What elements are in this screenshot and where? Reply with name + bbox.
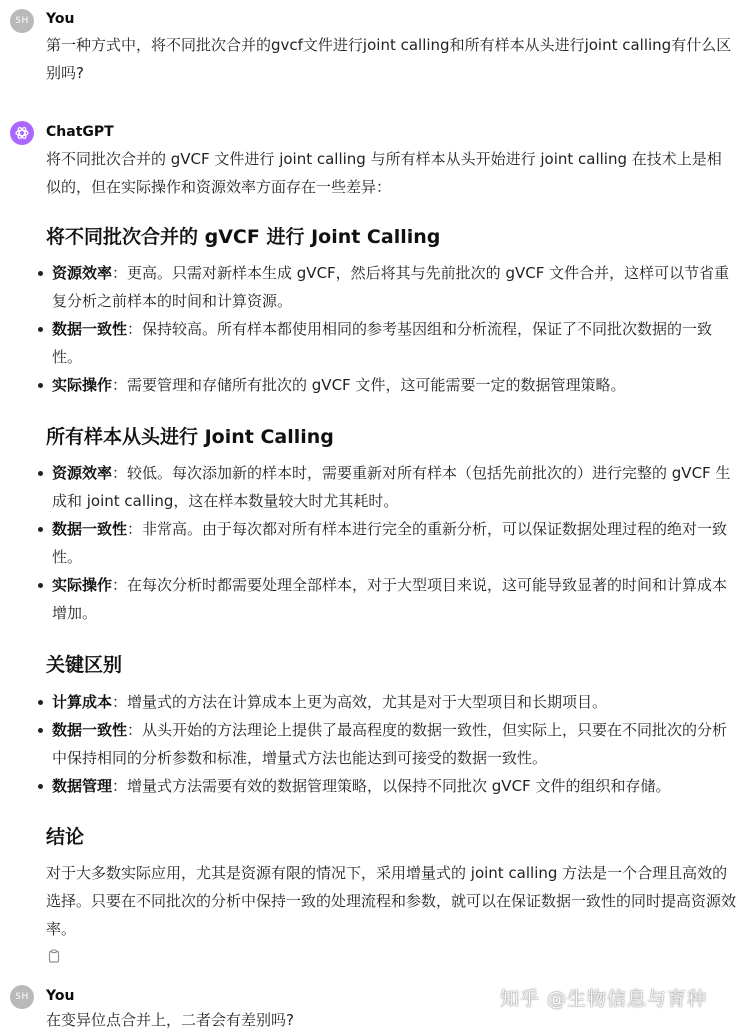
- list-item: 计算成本：增量式的方法在计算成本上更为高效，尤其是对于大型项目和长期项目。: [28, 688, 734, 716]
- list-item: 数据一致性：从头开始的方法理论上提供了最高程度的数据一致性，但实际上，只要在不同批次的分析中保持相同的分析参数和标准，增量式方法也能达到可接受的数据一致性。: [28, 716, 734, 772]
- list-item: 资源效率：较低。每次添加新的样本时，需要重新对所有样本（包括先前批次的）进行完整的 gVCF 生成和 joint calling，这在样本数量较大时尤其耗时。: [28, 459, 734, 515]
- user-message-text: 第一种方式中，将不同批次合并的gvcf文件进行joint calling和所有样本从头进行joint calling有什么区别吗?: [46, 36, 732, 82]
- bullet-dot: [38, 784, 43, 789]
- bullet-dot: [38, 327, 43, 332]
- assistant-intro: 将不同批次合并的 gVCF 文件进行 joint calling 与所有样本从头开始进行 joint calling 在技术上是相似的，但在实际操作和资源效率方面存在一些差异：: [46, 150, 722, 196]
- clipboard-icon[interactable]: [47, 949, 61, 963]
- author-name: You: [46, 11, 75, 27]
- chatgpt-logo-icon: [10, 121, 34, 145]
- list-item: 数据一致性：非常高。由于每次都对所有样本进行完全的重新分析，可以保证数据处理过程的绝对一致性。: [28, 515, 734, 571]
- bullet-list: [28, 688, 734, 800]
- list-item: 资源效率：更高。只需对新样本生成 gVCF，然后将其与先前批次的 gVCF 文件合并，这样可以节省重复分析之前样本的时间和计算资源。: [28, 259, 734, 315]
- bullet-dot: [38, 383, 43, 388]
- section-heading: 所有样本从头进行 Joint Calling: [46, 426, 334, 448]
- author-name: You: [46, 988, 75, 1004]
- conclusion-heading: 结论: [46, 826, 85, 848]
- bullet-dot: [38, 728, 43, 733]
- watermark: 知乎 @生物信息与育种: [500, 988, 708, 1010]
- list-item: 数据一致性：保持较高。所有样本都使用相同的参考基因组和分析流程，保证了不同批次数据的一致性。: [28, 315, 734, 371]
- list-item: 实际操作：在每次分析时都需要处理全部样本，对于大型项目来说，这可能导致显著的时间和计算成本增加。: [28, 571, 734, 627]
- list-item: 数据管理：增量式方法需要有效的数据管理策略，以保持不同批次 gVCF 文件的组织和存储。: [28, 772, 734, 800]
- bullet-dot: [38, 583, 43, 588]
- list-item: 实际操作：需要管理和存储所有批次的 gVCF 文件，这可能需要一定的数据管理策略。: [28, 371, 734, 399]
- user-message-text: 在变异位点合并上，二者会有差别吗?: [46, 1011, 294, 1029]
- bullet-list: [28, 459, 734, 627]
- section-heading: 将不同批次合并的 gVCF 进行 Joint Calling: [46, 226, 441, 248]
- bullet-dot: [38, 700, 43, 705]
- bullet-dot: [38, 471, 43, 476]
- user-avatar: SH: [10, 985, 34, 1009]
- bullet-dot: [38, 271, 43, 276]
- author-name: ChatGPT: [46, 124, 114, 140]
- section-heading: 关键区别: [46, 654, 123, 676]
- bullet-dot: [38, 527, 43, 532]
- user-avatar: SH: [10, 9, 34, 33]
- bullet-list: [28, 259, 734, 399]
- conclusion-text: 对于大多数实际应用，尤其是资源有限的情况下，采用增量式的 joint calling 方法是一个合理且高效的选择。只要在不同批次的分析中保持一致的处理流程和参数，就可以在保证数据一致性的同时提高资源效率。: [46, 864, 737, 938]
